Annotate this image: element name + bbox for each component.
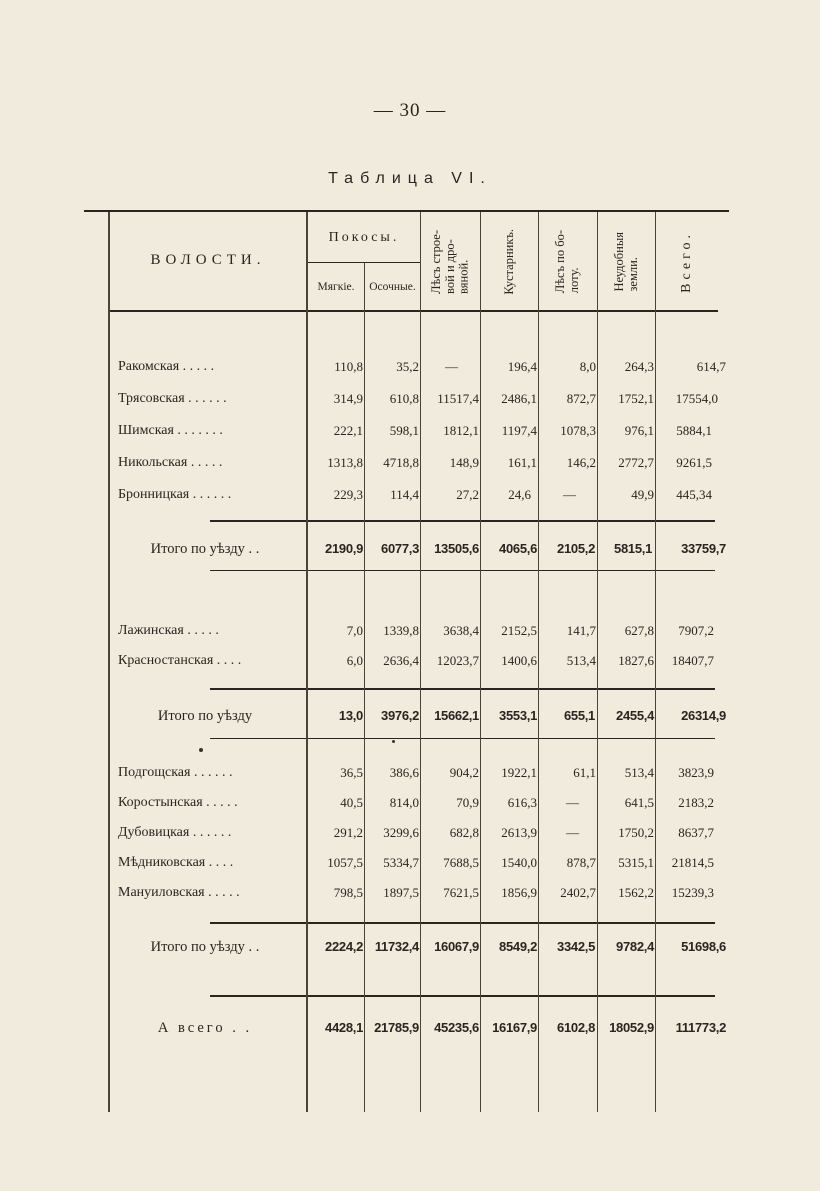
cell-bolotu: 141,7	[566, 623, 596, 638]
total-neudobnye: 5815,1	[614, 541, 652, 556]
cell-neudobnye: 627,8	[624, 623, 654, 638]
total-osochnye: 3976,2	[381, 708, 419, 723]
grand-total-osochnye: 21785,9	[374, 1020, 419, 1035]
header-les-stroevoy	[421, 214, 480, 310]
cell-bolotu: —	[563, 487, 576, 502]
cell-vsego: 3823,9	[678, 765, 714, 780]
page-number: — 30 —	[373, 100, 447, 121]
total-osochnye: 6077,3	[381, 541, 419, 556]
total-neudobnye: 9782,4	[616, 939, 654, 954]
volost-name: Никольская . . . . .	[118, 455, 223, 470]
cell-myagkie: 6,0	[346, 653, 363, 668]
cell-les: 148,9	[449, 455, 479, 470]
cell-osochnye: 3299,6	[383, 825, 419, 840]
cell-kustarnik: 2152,5	[501, 623, 537, 638]
volost-name: Ракомская . . . . .	[118, 359, 215, 374]
header-vsego-text: Всего.	[679, 231, 695, 293]
total-label: Итого по уѣзду . .	[150, 541, 260, 557]
cell-kustarnik: 196,4	[507, 359, 537, 374]
cell-osochnye: 386,6	[389, 765, 419, 780]
cell-myagkie: 798,5	[333, 885, 363, 900]
cell-vsego: 2183,2	[678, 795, 714, 810]
header-kustarnik	[481, 214, 538, 310]
cell-les: —	[445, 359, 458, 374]
group1-total-rule-bottom	[210, 570, 715, 571]
volost-name: Подгощская . . . . . .	[118, 765, 233, 780]
ink-dot	[392, 740, 395, 743]
volost-name: Шимская . . . . . . .	[118, 423, 223, 438]
table-row	[0, 620, 820, 642]
table-row	[0, 356, 820, 378]
total-bolotu: 655,1	[563, 708, 595, 723]
total-kustarnik: 8549,2	[499, 939, 537, 954]
total-myagkie: 13,0	[338, 708, 363, 723]
table-row	[0, 388, 820, 410]
header-kustarnik-text: Кустарникъ.	[501, 229, 516, 295]
cell-osochnye: 1897,5	[383, 885, 419, 900]
grand-total-bolotu: 6102,8	[557, 1020, 595, 1035]
cell-vsego: 5884,1	[676, 423, 712, 438]
total-label: Итого по уѣзду	[157, 708, 253, 724]
cell-les: 70,9	[456, 795, 479, 810]
cell-vsego: 614,7	[696, 359, 726, 374]
cell-bolotu: 872,7	[566, 391, 596, 406]
total-vsego: 33759,7	[681, 541, 726, 556]
cell-les: 11517,4	[437, 391, 479, 406]
group3-total-rule-top	[210, 922, 715, 924]
cell-osochnye: 814,0	[389, 795, 419, 810]
volost-name: Мѣдниковская . . . .	[118, 855, 234, 870]
group2-total-rule-bottom	[210, 738, 715, 739]
volost-name: Бронницкая . . . . . .	[118, 487, 232, 502]
cell-les: 7621,5	[443, 885, 479, 900]
cell-les: 1812,1	[443, 423, 479, 438]
table-row	[0, 882, 820, 904]
cell-myagkie: 1057,5	[327, 855, 363, 870]
cell-myagkie: 229,3	[333, 487, 363, 502]
cell-neudobnye: 2772,7	[618, 455, 654, 470]
cell-neudobnye: 1752,1	[618, 391, 654, 406]
cell-osochnye: 35,2	[396, 359, 419, 374]
cell-kustarnik: 616,3	[507, 795, 537, 810]
total-vsego: 26314,9	[681, 708, 726, 723]
cell-kustarnik: 2613,9	[501, 825, 537, 840]
cell-neudobnye: 264,3	[624, 359, 654, 374]
cell-bolotu: 2402,7	[560, 885, 596, 900]
cell-neudobnye: 1562,2	[618, 885, 654, 900]
table-row	[0, 650, 820, 672]
table-row	[0, 420, 820, 442]
cell-osochnye: 5334,7	[383, 855, 419, 870]
total-vsego: 51698,6	[681, 939, 726, 954]
cell-neudobnye: 1827,6	[618, 653, 654, 668]
ink-dot	[199, 748, 203, 752]
volost-name: Трясовская . . . . . .	[118, 391, 227, 406]
cell-neudobnye: 513,4	[624, 765, 654, 780]
cell-myagkie: 7,0	[346, 623, 363, 638]
total-les: 16067,9	[434, 939, 479, 954]
cell-vsego: 17554,0	[675, 391, 718, 406]
cell-les: 7688,5	[443, 855, 479, 870]
total-myagkie: 2224,2	[325, 939, 363, 954]
cell-bolotu: 8,0	[579, 359, 596, 374]
cell-myagkie: 222,1	[333, 423, 363, 438]
header-les-po-bolotu-text: Лѣсъ по бо- лоту.	[553, 230, 581, 294]
group1-total-rule-top	[210, 520, 715, 522]
cell-bolotu: 1078,3	[560, 423, 596, 438]
cell-osochnye: 598,1	[389, 423, 419, 438]
volost-name: Мануиловская . . . . .	[118, 885, 240, 900]
header-neudobnye-text: Неудобныя земли.	[611, 232, 640, 292]
table-row	[0, 484, 820, 506]
grand-total-vsego: 111773,2	[675, 1020, 726, 1035]
total-bolotu: 2105,2	[557, 541, 595, 556]
cell-vsego: 7907,2	[678, 623, 714, 638]
cell-vsego: 21814,5	[671, 855, 714, 870]
volost-name: Лажинская . . . . .	[118, 623, 219, 638]
cell-bolotu: 61,1	[573, 765, 596, 780]
cell-neudobnye: 5315,1	[618, 855, 654, 870]
total-row	[0, 705, 820, 727]
cell-osochnye: 4718,8	[383, 455, 419, 470]
header-volosti: ВОЛОСТИ.	[150, 252, 266, 269]
cell-vsego: 9261,5	[676, 455, 712, 470]
grand-total-neudobnye: 18052,9	[609, 1020, 654, 1035]
table-title: Таблица VI.	[328, 170, 492, 187]
volost-name: Коростынская . . . . .	[118, 795, 238, 810]
cell-les: 682,8	[449, 825, 479, 840]
grand-total-kustarnik: 16167,9	[492, 1020, 537, 1035]
cell-myagkie: 36,5	[340, 765, 363, 780]
cell-myagkie: 291,2	[333, 825, 363, 840]
header-osochnye: Осочные.	[369, 280, 416, 293]
total-les: 15662,1	[434, 708, 479, 723]
cell-kustarnik: 1922,1	[501, 765, 537, 780]
cell-bolotu: 878,7	[566, 855, 596, 870]
cell-osochnye: 610,8	[389, 391, 419, 406]
header-les-stroevoy-text: Лѣсъ строе- вой и дро- вяной.	[428, 230, 471, 294]
header-neudobnye	[598, 214, 655, 310]
table-row	[0, 792, 820, 814]
cell-bolotu: —	[566, 825, 579, 840]
cell-myagkie: 40,5	[340, 795, 363, 810]
total-row	[0, 936, 820, 958]
group2-total-rule-top	[210, 688, 715, 690]
grand-total-label: А всего . .	[157, 1020, 253, 1036]
total-myagkie: 2190,9	[325, 541, 363, 556]
header-bottom-rule	[108, 310, 718, 312]
cell-les: 12023,7	[436, 653, 479, 668]
cell-vsego: 15239,3	[671, 885, 714, 900]
cell-kustarnik: 161,1	[507, 455, 537, 470]
table-row	[0, 852, 820, 874]
cell-vsego: 445,34	[676, 487, 712, 502]
table-row	[0, 762, 820, 784]
grand-total-rule-top	[210, 995, 715, 997]
cell-neudobnye: 1750,2	[618, 825, 654, 840]
cell-osochnye: 2636,4	[383, 653, 419, 668]
cell-osochnye: 114,4	[390, 487, 419, 502]
cell-vsego: 18407,7	[671, 653, 714, 668]
volost-name: Красностанская . . . .	[118, 653, 242, 668]
cell-kustarnik: 1400,6	[501, 653, 537, 668]
cell-vsego: 8637,7	[678, 825, 714, 840]
total-bolotu: 3342,5	[557, 939, 595, 954]
total-label: Итого по уѣзду . .	[150, 939, 260, 955]
total-kustarnik: 3553,1	[499, 708, 537, 723]
cell-bolotu: 146,2	[566, 455, 596, 470]
total-les: 13505,6	[434, 541, 479, 556]
grand-total-myagkie: 4428,1	[325, 1020, 363, 1035]
cell-bolotu: 513,4	[566, 653, 596, 668]
cell-kustarnik: 24,6	[508, 487, 531, 502]
total-row	[0, 538, 820, 560]
table-row	[0, 822, 820, 844]
cell-kustarnik: 2486,1	[501, 391, 537, 406]
cell-kustarnik: 1540,0	[501, 855, 537, 870]
cell-myagkie: 314,9	[333, 391, 363, 406]
grand-total-les: 45235,6	[434, 1020, 479, 1035]
volost-name: Дубовицкая . . . . . .	[118, 825, 232, 840]
cell-les: 904,2	[449, 765, 479, 780]
cell-osochnye: 1339,8	[383, 623, 419, 638]
total-osochnye: 11732,4	[374, 939, 419, 954]
cell-neudobnye: 49,9	[631, 487, 654, 502]
header-pokosy: Покосы.	[328, 229, 400, 245]
cell-bolotu: —	[566, 795, 579, 810]
header-les-po-bolotu	[539, 214, 597, 310]
grand-total-row	[0, 1017, 820, 1039]
cell-les: 3638,4	[443, 623, 479, 638]
cell-neudobnye: 976,1	[624, 423, 654, 438]
cell-myagkie: 1313,8	[327, 455, 363, 470]
cell-les: 27,2	[456, 487, 479, 502]
cell-myagkie: 110,8	[334, 359, 363, 374]
total-kustarnik: 4065,6	[499, 541, 537, 556]
cell-neudobnye: 641,5	[624, 795, 654, 810]
cell-kustarnik: 1856,9	[501, 885, 537, 900]
total-neudobnye: 2455,4	[616, 708, 654, 723]
table-row	[0, 452, 820, 474]
header-vsego	[656, 214, 718, 310]
cell-kustarnik: 1197,4	[501, 423, 537, 438]
header-myagkie: Мягкіе.	[317, 280, 355, 293]
